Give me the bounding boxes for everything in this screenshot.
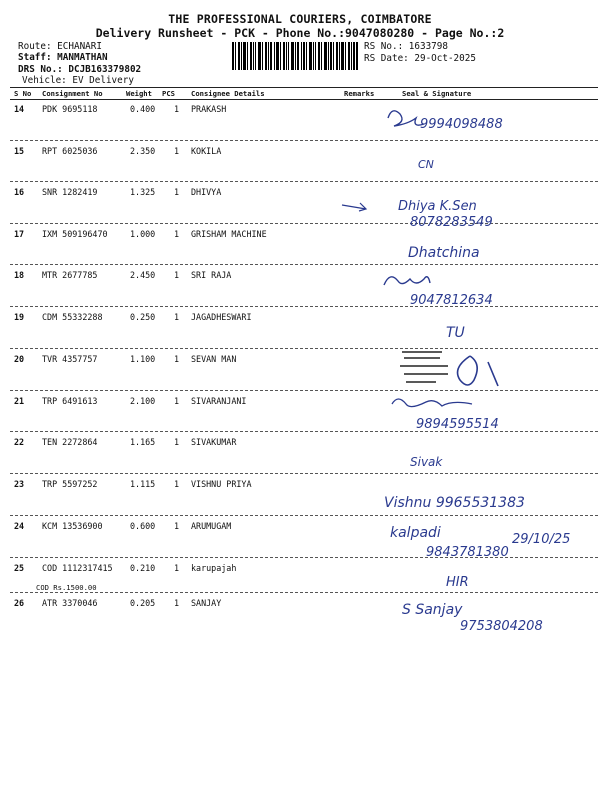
row-consignment: TRP 5597252 [42, 479, 98, 489]
handwritten-phone: 9894595514 [416, 417, 499, 432]
row-weight: 0.205 [130, 598, 156, 608]
signature-scribble [384, 277, 430, 285]
arrow-mark [342, 203, 366, 211]
handwritten-signature: S Sanjay [402, 602, 463, 618]
row-pcs: 1 [174, 521, 180, 531]
handwritten-note: CN [418, 158, 434, 171]
route-label: Route: ECHANARI [18, 41, 102, 52]
row-sno: 17 [14, 229, 25, 239]
row-pcs: 1 [174, 187, 180, 197]
col-remarks: Remarks [344, 89, 375, 98]
handwritten-signature: Dhatchina [408, 245, 480, 261]
row-pcs: 1 [174, 270, 180, 280]
row-sno: 19 [14, 312, 25, 322]
handwritten-phone: 8078283549 [410, 215, 493, 230]
row-divider [10, 348, 598, 349]
row-pcs: 1 [174, 229, 180, 239]
row-pcs: 1 [174, 563, 180, 573]
header-bottom-rule [10, 99, 598, 100]
row-sno: 14 [14, 104, 25, 114]
row-consignee: JAGADHESWARI [191, 312, 252, 322]
handwritten-phone: 9843781380 [426, 545, 509, 560]
row-consignee: SIVARANJANI [191, 396, 247, 406]
rs-number: RS No.: 1633798 [364, 41, 448, 52]
row-pcs: 1 [174, 396, 180, 406]
row-divider [10, 515, 598, 516]
vehicle-label: Vehicle: EV Delivery [22, 75, 134, 86]
handwritten-note: HIR [446, 575, 469, 590]
col-sno: S No [14, 89, 32, 98]
row-consignment: TVR 4357757 [42, 354, 98, 364]
row-consignee: SIVAKUMAR [191, 437, 237, 447]
handwritten-signature: kalpadi [390, 525, 441, 541]
col-consignee: Consignee Details [191, 89, 265, 98]
row-sno: 15 [14, 146, 25, 156]
cod-amount-note: COD Rs.1500.00 [36, 583, 97, 592]
row-consignment: CDM 55332288 [42, 312, 103, 322]
row-divider [10, 140, 598, 141]
row-consignment: COD 1112317415 [42, 563, 113, 573]
row-divider [10, 223, 598, 224]
row-weight: 1.165 [130, 437, 156, 447]
row-weight: 1.100 [130, 354, 156, 364]
row-sno: 23 [14, 479, 25, 489]
row-consignment: TEN 2272864 [42, 437, 98, 447]
row-consignee: SEVAN MAN [191, 354, 237, 364]
row-divider [10, 557, 598, 558]
row-weight: 1.000 [130, 229, 156, 239]
row-pcs: 1 [174, 437, 180, 447]
row-sno: 20 [14, 354, 25, 364]
col-seal-signature: Seal & Signature [402, 89, 472, 98]
row-weight: 0.210 [130, 563, 156, 573]
row-consignee: ARUMUGAM [191, 521, 232, 531]
row-consignee: GRISHAM MACHINE [191, 229, 267, 239]
row-consignee: PRAKASH [191, 104, 227, 114]
row-sno: 18 [14, 270, 25, 280]
handwritten-signature: Sivak [410, 455, 443, 469]
row-divider [10, 431, 598, 432]
stamp-mark [400, 352, 498, 386]
row-pcs: 1 [174, 598, 180, 608]
row-weight: 0.400 [130, 104, 156, 114]
rs-date: RS Date: 29-Oct-2025 [364, 53, 476, 64]
handwritten-note: TU [446, 325, 465, 341]
row-divider [10, 264, 598, 265]
row-consignment: RPT 6025036 [42, 146, 98, 156]
row-sno: 24 [14, 521, 25, 531]
row-consignee: VISHNU PRIYA [191, 479, 252, 489]
row-weight: 0.250 [130, 312, 156, 322]
row-consignee: KOKILA [191, 146, 222, 156]
row-sno: 16 [14, 187, 25, 197]
staff-label: Staff: MANMATHAN [18, 52, 108, 63]
document-title: THE PROFESSIONAL COURIERS, COIMBATORE [168, 12, 432, 26]
header-top-rule [10, 87, 598, 88]
signature-scribble [388, 111, 424, 126]
row-consignee: SRI RAJA [191, 270, 232, 280]
row-weight: 2.450 [130, 270, 156, 280]
row-divider [10, 306, 598, 307]
drs-label: DRS No.: DCJB163379802 [18, 64, 142, 75]
row-pcs: 1 [174, 354, 180, 364]
row-pcs: 1 [174, 479, 180, 489]
row-weight: 2.100 [130, 396, 156, 406]
row-consignment: IXM 509196470 [42, 229, 108, 239]
row-pcs: 1 [174, 104, 180, 114]
row-sno: 22 [14, 437, 25, 447]
row-consignment: SNR 1282419 [42, 187, 98, 197]
handwritten-date: 29/10/25 [512, 532, 571, 547]
row-sno: 25 [14, 563, 25, 573]
row-divider [10, 390, 598, 391]
row-divider [10, 592, 598, 593]
row-pcs: 1 [174, 146, 180, 156]
row-consignee: karupajah [191, 563, 237, 573]
handwritten-phone: 9047812634 [410, 293, 493, 308]
row-divider [10, 473, 598, 474]
row-weight: 1.115 [130, 479, 156, 489]
col-consignment: Consignment No [42, 89, 103, 98]
signature-scribble [392, 399, 472, 407]
barcode [232, 42, 358, 70]
row-weight: 1.325 [130, 187, 156, 197]
row-weight: 0.600 [130, 521, 156, 531]
row-weight: 2.350 [130, 146, 156, 156]
row-consignment: KCM 13536900 [42, 521, 103, 531]
handwritten-phone: 9994098488 [420, 117, 503, 132]
row-consignee: SANJAY [191, 598, 222, 608]
row-consignee: DHIVYA [191, 187, 222, 197]
row-consignment: TRP 6491613 [42, 396, 98, 406]
row-consignment: PDK 9695118 [42, 104, 98, 114]
handwritten-signature: Dhiya K.Sen [398, 199, 477, 214]
row-sno: 21 [14, 396, 25, 406]
handwritten-signature: Vishnu 9965531383 [384, 495, 525, 511]
row-consignment: MTR 2677785 [42, 270, 98, 280]
row-consignment: ATR 3370046 [42, 598, 98, 608]
col-pcs: PCS [162, 89, 175, 98]
row-divider [10, 181, 598, 182]
row-sno: 26 [14, 598, 25, 608]
document-subtitle: Delivery Runsheet - PCK - Phone No.:9047080280 - Page No.:2 [95, 26, 505, 40]
row-pcs: 1 [174, 312, 180, 322]
col-weight: Weight [126, 89, 152, 98]
handwritten-phone: 9753804208 [460, 619, 543, 634]
